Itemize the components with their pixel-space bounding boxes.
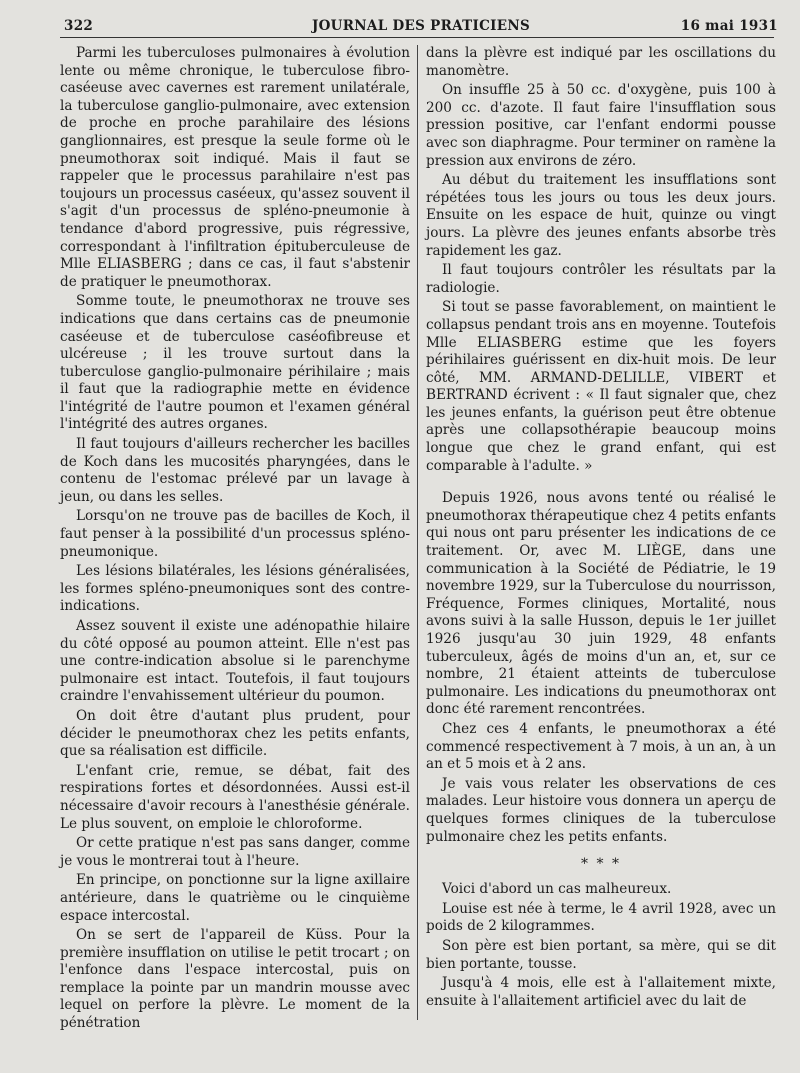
paragraph: Assez souvent il existe une adénopathie hilaire du côté opposé au poumon atteint. Elle n'est pas une contre-indication absolue si le parenchyme pulmonaire est intact. Toutefois, il faut toujours craindre l'envahissement ultérieur du poumon. xyxy=(60,618,410,705)
column-divider xyxy=(417,45,418,1020)
paragraph: Les lésions bilatérales, les lésions généralisées, les formes spléno-pneumoniques sont des contre-indications. xyxy=(60,563,410,615)
paragraph: Chez ces 4 enfants, le pneumothorax a été commencé respectivement à 7 mois, à un an, à un an et 5 mois et à 2 ans. xyxy=(426,720,776,773)
paragraph: On insuffle 25 à 50 cc. d'oxygène, puis 100 à 200 cc. d'azote. Il faut faire l'insufflation sous pression positive, car l'enfant endormi pousse avec son diaphragme. Pour terminer on ramène la pression aux environs de zéro. xyxy=(426,82,776,169)
paragraph: Son père est bien portant, sa mère, qui se dit bien portante, tousse. xyxy=(426,937,776,972)
paragraph: Jusqu'à 4 mois, elle est à l'allaitement mixte, ensuite à l'allaitement artificiel avec du lait de xyxy=(426,975,776,1009)
paragraph: Si tout se passe favorablement, on maintient le collapsus pendant trois ans en moyenne. Toutefois Mlle ELIASBERG estime que les foyers périhilaires guérissent en dix-huit mois. De leur côté, MM. ARMAND-DELILLE, VIBERT et BERTRAND écrivent : « Il faut signaler que, chez les jeunes enfants, la guérison peut être obtenue après une collapsothérapie beaucoup moins longue que chez le grand enfant, qui est comparable à l'adulte. » xyxy=(426,299,776,474)
header-rule xyxy=(60,37,774,38)
paragraph: Il faut toujours contrôler les résultats par la radiologie. xyxy=(426,262,776,296)
page-header xyxy=(64,16,778,38)
left-column xyxy=(60,45,410,1033)
paragraph: Au début du traitement les insufflations sont répétées tous les jours ou tous les deux jours. Ensuite on les espace de huit, quinze ou vingt jours. La plèvre des jeunes enfants absorbe très rapidement les gaz. xyxy=(426,172,776,259)
paragraph: Somme toute, le pneumothorax ne trouve ses indications que dans certains cas de pneumonie caséeuse et de tuberculose caséofibreuse et ulcéreuse ; il les trouve surtout dans la tuberculose ganglio-pulmonaire périhilaire ; mais il faut que la radiographie mette en évidence l'intégrité de l'autre poumon et l'examen général l'intégrité des autres organes. xyxy=(60,293,410,433)
journal-title: JOURNAL DES PRATICIENS xyxy=(311,18,531,34)
paragraph: Or cette pratique n'est pas sans danger, comme je vous le montrerai tout à l'heure. xyxy=(60,835,410,869)
paragraph: Il faut toujours d'ailleurs rechercher les bacilles de Koch dans les mucosités pharyngées, dans le contenu de l'estomac prélevé par un lavage à jeun, ou dans les selles. xyxy=(60,436,410,505)
paragraph: Parmi les tuberculoses pulmonaires à évolution lente ou même chronique, le tuberculose fibro-caséeuse avec cavernes est rarement unilatérale, la tuberculose ganglio-pulmonaire, avec extension de proche en proche parahilaire des lésions ganglionnaires, est presque la seule forme où le pneumothorax soit indiqué. Mais il faut se rappeler que le processus parahilaire n'est pas toujours un processus caséeux, qu'assez souvent il s'agit d'un processus de spléno-pneumonie à tendance d'abord progressive, puis régressive, correspondant à l'infiltration épituberculeuse de Mlle ELIASBERG ; dans ce cas, il faut s'abstenir de pratiquer le pneumothorax. xyxy=(60,45,410,290)
page-number: 322 xyxy=(64,18,94,34)
paragraph: Voici d'abord un cas malheureux. xyxy=(442,881,672,898)
paragraph: dans la plèvre est indiqué par les oscillations du manomètre. xyxy=(426,45,776,79)
paragraph: En principe, on ponctionne sur la ligne axillaire antérieure, dans le quatrième ou le cinquième espace intercostal. xyxy=(60,872,410,924)
paragraph: Louise est née à terme, le 4 avril 1928, avec un poids de 2 kilogrammes. xyxy=(426,900,776,935)
paragraph: On doit être d'autant plus prudent, pour décider le pneumothorax chez les petits enfants, que sa réalisation est difficile. xyxy=(60,707,410,760)
paragraph: Depuis 1926, nous avons tenté ou réalisé le pneumothorax thérapeutique chez 4 petits enfants qui nous ont paru présenter les indications de ce traitement. Or, avec M. LIÈGE, dans une communication à la Société de Pédiatrie, le 19 novembre 1929, sur la Tuberculose du nourrisson, Fréquence, Formes cliniques, Mortalité, nous avons suivi à la salle Husson, depuis le 1er juillet 1926 jusqu'au 30 juin 1929, 48 enfants tuberculeux, âgés de moins d'un an, et, sur ce nombre, 21 étaient atteints de tuberculose pulmonaire. Les indications du pneumothorax ont donc été rarement rencontrées. xyxy=(426,490,776,718)
right-column xyxy=(426,45,776,1010)
paragraph: On se sert de l'appareil de Küss. Pour la première insufflation on utilise le petit trocart ; on l'enfonce dans l'espace intercostal, puis on remplace la pointe par un mandrin mousse avec lequel on perfore la plèvre. Le moment de la pénétration xyxy=(60,927,410,1032)
paragraph: L'enfant crie, remue, se débat, fait des respirations fortes et désordonnées. Aussi est-il nécessaire d'avoir recours à l'anesthésie générale. Le plus souvent, on emploie le chloroforme. xyxy=(60,762,410,832)
section-separator: * * * xyxy=(581,856,621,873)
issue-date: 16 mai 1931 xyxy=(680,18,778,34)
paragraph: Je vais vous relater les observations de ces malades. Leur histoire vous donnera un aperçu de quelques formes cliniques de la tuberculose pulmonaire chez les petits enfants. xyxy=(426,775,776,845)
paragraph: Lorsqu'on ne trouve pas de bacilles de Koch, il faut penser à la possibilité d'un processus spléno-pneumonique. xyxy=(60,508,410,560)
